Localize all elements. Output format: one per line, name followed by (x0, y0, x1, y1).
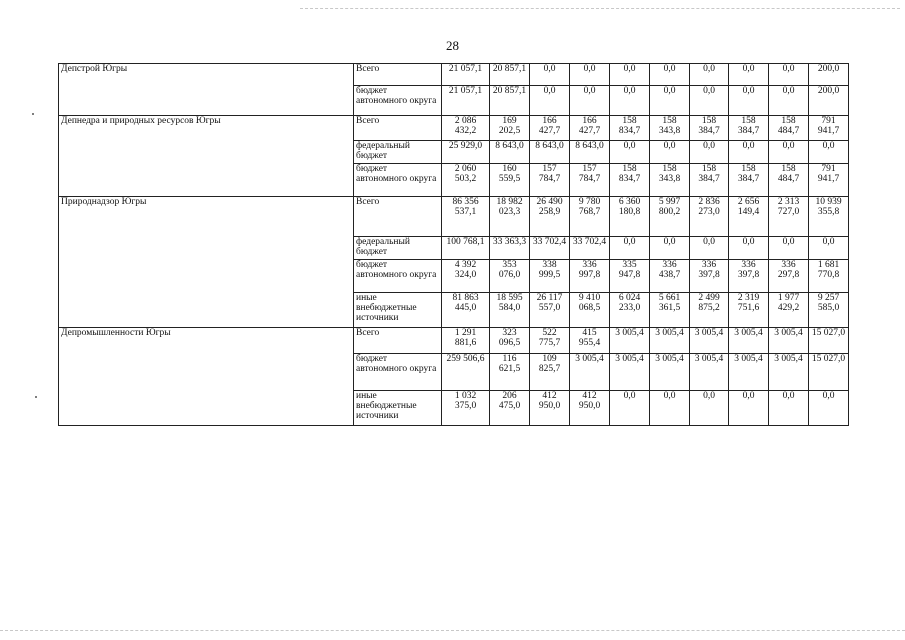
amount-cell: 0,0 (610, 237, 650, 260)
funding-source-cell: Всего (354, 64, 442, 86)
amount-cell: 0,0 (650, 86, 690, 116)
amount-cell: 5 997 800,2 (650, 197, 690, 237)
amount-cell: 0,0 (729, 86, 769, 116)
amount-cell: 3 005,4 (570, 354, 610, 391)
amount-cell: 415 955,4 (570, 328, 610, 354)
amount-cell: 412 950,0 (530, 391, 570, 426)
amount-cell: 206 475,0 (490, 391, 530, 426)
amount-cell: 3 005,4 (650, 328, 690, 354)
table-row (59, 64, 849, 86)
funding-source-cell: иные внебюджетные источники (354, 293, 442, 328)
amount-cell: 3 005,4 (690, 328, 729, 354)
amount-cell: 86 356 537,1 (442, 197, 490, 237)
amount-cell: 0,0 (729, 237, 769, 260)
amount-cell: 33 702,4 (570, 237, 610, 260)
organization-cell: Депнедра и природных ресурсов Югры (59, 116, 354, 197)
funding-source-cell: бюджет автономного округа (354, 164, 442, 197)
amount-cell: 0,0 (570, 86, 610, 116)
funding-source-cell: Всего (354, 328, 442, 354)
amount-cell: 1 681 770,8 (809, 260, 849, 293)
table-row (59, 328, 849, 354)
amount-cell: 200,0 (809, 64, 849, 86)
amount-cell: 18 595 584,0 (490, 293, 530, 328)
amount-cell: 166 427,7 (570, 116, 610, 141)
amount-cell: 0,0 (769, 141, 809, 164)
amount-cell: 336 297,8 (769, 260, 809, 293)
amount-cell: 1 032 375,0 (442, 391, 490, 426)
amount-cell: 0,0 (690, 237, 729, 260)
amount-cell: 0,0 (610, 141, 650, 164)
amount-cell: 0,0 (610, 64, 650, 86)
amount-cell: 522 775,7 (530, 328, 570, 354)
amount-cell: 0,0 (610, 86, 650, 116)
amount-cell: 0,0 (690, 391, 729, 426)
amount-cell: 9 410 068,5 (570, 293, 610, 328)
amount-cell: 0,0 (769, 237, 809, 260)
amount-cell: 2 836 273,0 (690, 197, 729, 237)
amount-cell: 158 343,8 (650, 164, 690, 197)
amount-cell: 323 096,5 (490, 328, 530, 354)
funding-source-cell: бюджет автономного округа (354, 260, 442, 293)
amount-cell: 6 360 180,8 (610, 197, 650, 237)
amount-cell: 412 950,0 (570, 391, 610, 426)
amount-cell: 3 005,4 (729, 354, 769, 391)
scan-speck (32, 113, 34, 115)
amount-cell: 0,0 (610, 391, 650, 426)
amount-cell: 0,0 (530, 86, 570, 116)
amount-cell: 81 863 445,0 (442, 293, 490, 328)
amount-cell: 25 929,0 (442, 141, 490, 164)
amount-cell: 33 702,4 (530, 237, 570, 260)
amount-cell: 1 291 881,6 (442, 328, 490, 354)
amount-cell: 158 484,7 (769, 116, 809, 141)
funding-source-cell: Всего (354, 116, 442, 141)
funding-source-cell: федеральный бюджет (354, 237, 442, 260)
amount-cell: 200,0 (809, 86, 849, 116)
amount-cell: 109 825,7 (530, 354, 570, 391)
amount-cell: 338 999,5 (530, 260, 570, 293)
amount-cell: 336 997,8 (570, 260, 610, 293)
funding-source-cell: бюджет автономного округа (354, 86, 442, 116)
amount-cell: 259 506,6 (442, 354, 490, 391)
funding-source-cell: иные внебюджетные источники (354, 391, 442, 426)
amount-cell: 0,0 (729, 391, 769, 426)
amount-cell: 1 977 429,2 (769, 293, 809, 328)
amount-cell: 4 392 324,0 (442, 260, 490, 293)
amount-cell: 10 939 355,8 (809, 197, 849, 237)
amount-cell: 26 117 557,0 (530, 293, 570, 328)
amount-cell: 336 397,8 (729, 260, 769, 293)
amount-cell: 169 202,5 (490, 116, 530, 141)
organization-cell: Депромышленности Югры (59, 328, 354, 426)
amount-cell: 8 643,0 (570, 141, 610, 164)
amount-cell: 100 768,1 (442, 237, 490, 260)
funding-source-cell: бюджет автономного округа (354, 354, 442, 391)
scan-speck (35, 396, 37, 398)
amount-cell: 158 384,7 (729, 116, 769, 141)
amount-cell: 2 313 727,0 (769, 197, 809, 237)
amount-cell: 33 363,3 (490, 237, 530, 260)
amount-cell: 3 005,4 (690, 354, 729, 391)
amount-cell: 2 060 503,2 (442, 164, 490, 197)
amount-cell: 2 499 875,2 (690, 293, 729, 328)
amount-cell: 0,0 (530, 64, 570, 86)
amount-cell: 158 384,7 (729, 164, 769, 197)
amount-cell: 0,0 (570, 64, 610, 86)
amount-cell: 26 490 258,9 (530, 197, 570, 237)
amount-cell: 3 005,4 (610, 354, 650, 391)
amount-cell: 0,0 (809, 237, 849, 260)
organization-cell: Природнадзор Югры (59, 197, 354, 328)
amount-cell: 3 005,4 (650, 354, 690, 391)
amount-cell: 2 656 149,4 (729, 197, 769, 237)
amount-cell: 158 834,7 (610, 116, 650, 141)
amount-cell: 9 257 585,0 (809, 293, 849, 328)
amount-cell: 15 027,0 (809, 328, 849, 354)
amount-cell: 20 857,1 (490, 64, 530, 86)
amount-cell: 6 024 233,0 (610, 293, 650, 328)
amount-cell: 2 086 432,2 (442, 116, 490, 141)
amount-cell: 0,0 (769, 391, 809, 426)
scan-edge-bottom (0, 630, 905, 631)
table-row (59, 116, 849, 141)
amount-cell: 791 941,7 (809, 164, 849, 197)
page-number: 28 (446, 38, 459, 53)
scan-edge-top (300, 8, 900, 9)
amount-cell: 158 384,7 (690, 116, 729, 141)
amount-cell: 158 834,7 (610, 164, 650, 197)
amount-cell: 0,0 (729, 141, 769, 164)
amount-cell: 158 384,7 (690, 164, 729, 197)
amount-cell: 3 005,4 (769, 354, 809, 391)
amount-cell: 160 559,5 (490, 164, 530, 197)
table-row (59, 197, 849, 237)
amount-cell: 0,0 (690, 141, 729, 164)
amount-cell: 157 784,7 (530, 164, 570, 197)
amount-cell: 0,0 (650, 391, 690, 426)
amount-cell: 5 661 361,5 (650, 293, 690, 328)
amount-cell: 8 643,0 (530, 141, 570, 164)
amount-cell: 158 484,7 (769, 164, 809, 197)
amount-cell: 20 857,1 (490, 86, 530, 116)
amount-cell: 158 343,8 (650, 116, 690, 141)
amount-cell: 0,0 (729, 64, 769, 86)
amount-cell: 2 319 751,6 (729, 293, 769, 328)
amount-cell: 166 427,7 (530, 116, 570, 141)
amount-cell: 15 027,0 (809, 354, 849, 391)
amount-cell: 0,0 (690, 86, 729, 116)
amount-cell: 3 005,4 (769, 328, 809, 354)
budget-table (58, 63, 849, 426)
amount-cell: 116 621,5 (490, 354, 530, 391)
funding-source-cell: федеральный бюджет (354, 141, 442, 164)
funding-source-cell: Всего (354, 197, 442, 237)
amount-cell: 18 982 023,3 (490, 197, 530, 237)
amount-cell: 336 397,8 (690, 260, 729, 293)
amount-cell: 336 438,7 (650, 260, 690, 293)
amount-cell: 9 780 768,7 (570, 197, 610, 237)
amount-cell: 0,0 (650, 237, 690, 260)
amount-cell: 3 005,4 (729, 328, 769, 354)
amount-cell: 353 076,0 (490, 260, 530, 293)
amount-cell: 335 947,8 (610, 260, 650, 293)
amount-cell: 0,0 (769, 64, 809, 86)
amount-cell: 0,0 (809, 391, 849, 426)
amount-cell: 3 005,4 (610, 328, 650, 354)
amount-cell: 0,0 (650, 64, 690, 86)
amount-cell: 0,0 (690, 64, 729, 86)
amount-cell: 0,0 (769, 86, 809, 116)
amount-cell: 0,0 (809, 141, 849, 164)
amount-cell: 791 941,7 (809, 116, 849, 141)
amount-cell: 21 057,1 (442, 64, 490, 86)
amount-cell: 157 784,7 (570, 164, 610, 197)
organization-cell: Депстрой Югры (59, 64, 354, 116)
amount-cell: 0,0 (650, 141, 690, 164)
amount-cell: 8 643,0 (490, 141, 530, 164)
amount-cell: 21 057,1 (442, 86, 490, 116)
